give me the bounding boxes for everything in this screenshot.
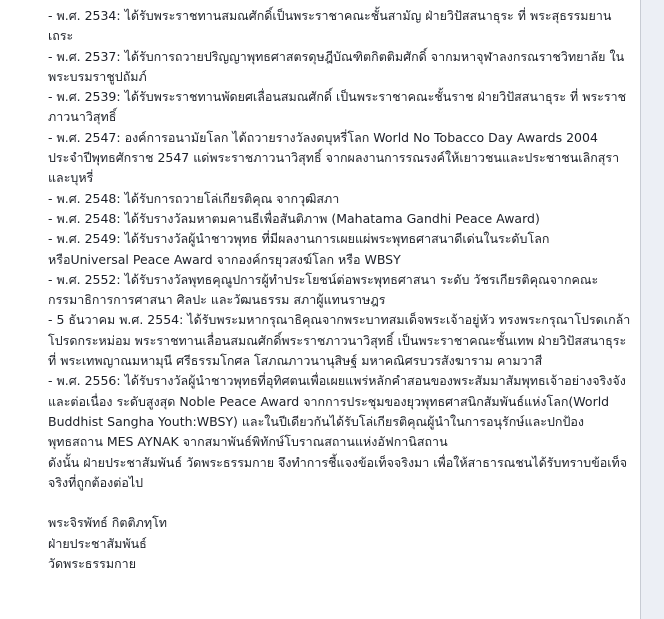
achievement-item-2534: - พ.ศ. 2534: ได้รับพระราชทานสมณศักดิ์เป็นพระราชาคณะชั้นสามัญ ฝ่ายวิปัสสนาธุระ ที่ พระสุธรรมยานเถระ [48, 8, 612, 44]
signature-name: พระจิรพัทธ์ กิตติภทฺโท [48, 515, 168, 531]
right-gutter [641, 0, 664, 619]
achievement-item-2556: - พ.ศ. 2556: ได้รับรางวัลผู้นำชาวพุทธที่อุทิศตนเพื่อเผยแพร่หลักคำสอนของพระสัมมาสัมพุทธเจ้าอย่างจริงจังและต่อเนื่อง ระดับสูงสุด Noble Peace Award จากการประชุมของยุวพุทธศาสนิกสัมพันธ์แห่งโลก(World Buddhist Sangha Youth:WBSY) และในปีเดียวกันได้รับโล่เกียรติคุณผู้นำในการอนุรักษ์และปกป้องพุทธสถาน MES AYNAK จากสมาพันธ์พิทักษ์โบราณสถานแห่งอัฟกานิสถาน [48, 373, 626, 450]
achievement-item-2552: - พ.ศ. 2552: ได้รับรางวัลพุทธคุณูปการผู้ทำประโยชน์ต่อพระพุทธศาสนา ระดับ วัชรเกียรติคุณจากคณะกรรมาธิการการศาสนา ศิลปะ และวัฒนธรรม สภาผู้แทนราษฎร [48, 271, 599, 308]
achievement-item-2554: - 5 ธันวาคม พ.ศ. 2554: ได้รับพระมหากรุณาธิคุณจากพระบาทสมเด็จพระเจ้าอยู่หัว ทรงพระกรุณาโปรดเกล้าโปรดกระหม่อม พระราชทานเลื่อนสมณศักดิ์พระราชภาวนาวิสุทธิ์ เป็นพระราชาคณะชั้นเทพ ฝ่ายวิปัสสนาธุระ ที่ พระเทพญาณมหามุนี ศรีธรรมโกศล โสภณภาวนานุสิษฐ์ มหาคณิศรบวรสังฆาราม คามวาสี [48, 312, 631, 369]
signature-department: ฝ่ายประชาสัมพันธ์ [48, 535, 147, 551]
achievement-item-2549: - พ.ศ. 2549: ได้รับรางวัลผู้นำชาวพุทธ ที่มีผลงานการเผยแผ่พระพุทธศาสนาดีเด่นในระดับโลก หรือUniversal Peace Award จากองค์กรยุวสงฆ์โลก หรือ WBSY [48, 231, 550, 267]
achievement-item-2539: - พ.ศ. 2539: ได้รับพระราชทานพัดยศเลื่อนสมณศักดิ์ เป็นพระราชาคณะชั้นราช ฝ่ายวิปัสสนาธุระ ที่ พระราชภาวนาวิสุทธิ์ [48, 89, 627, 125]
achievement-item-2547: - พ.ศ. 2547: องค์การอนามัยโลก ได้ถวายรางวัลงดบุหรี่โลก World No Tobacco Day Awards 2004 ประจำปีพุทธศักราช 2547 แด่พระราชภาวนาวิสุทธิ์ จากผลงานการรณรงค์ให้เยาวชนและประชาชนเลิกสุราและบุหรี่ [48, 129, 620, 186]
achievement-item-2548-gandhi: - พ.ศ. 2548: ได้รับรางวัลมหาตมคานธีเพื่อสันติภาพ (Mahatama Gandhi Peace Award) [48, 210, 540, 226]
signature-organization: วัดพระธรรมกาย [48, 556, 137, 572]
closing-statement: ดังนั้น ฝ่ายประชาสัมพันธ์ วัดพระธรรมกาย จึงทำการชี้แจงข้อเท็จจริงมา เพื่อให้สาธารณชนได้รับทราบข้อเท็จจริงที่ถูกต้องต่อไป [48, 454, 628, 490]
blank-line [48, 493, 634, 513]
post-text [48, 6, 634, 574]
achievement-item-2537: - พ.ศ. 2537: ได้รับการถวายปริญญาพุทธศาสตรดุษฎีบัณฑิตกิตติมศักดิ์ จากมหาจุฬาลงกรณราชวิทยาลัย ในพระบรมราชูปถัมภ์ [48, 48, 625, 84]
achievement-item-2548-senate: - พ.ศ. 2548: ได้รับการถวายโล่เกียรติคุณ จากวุฒิสภา [48, 190, 340, 206]
